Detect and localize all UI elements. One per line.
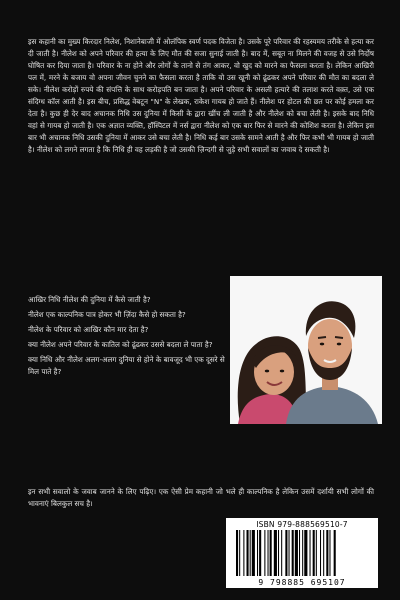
question-item: आखिर निधि नीलेश की दुनिया में कैसे जाती है? — [28, 295, 151, 304]
question-item: नीलेश एक काल्पनिक पात्र होकर भी ज़िंदा कैसे हो सकता है? — [28, 310, 186, 319]
barcode-icon — [234, 530, 370, 576]
question-item: नीलेश के परिवार को आखिर कौन मार देता है? — [28, 325, 149, 334]
synopsis-paragraph: इस कहानी का मुख्य किरदार निलेश, निशानेबाजी में ओलंपिक स्वर्ण पदक विजेता है। उसके पूरे परिवार की रहस्यमय तरीके से हत्या कर दी जाती है। नीलेश को अपने परिवार की हत्या के लिए मौत की सजा सुनाई जाती है। बाद में, सबूत ना मिलने की वजह से उसे निर्दोष घोषित कर दिया जाता है। परिवार के ना होने और लोगों के तानो से तंग आकर, वो खुद को मारने का फैसला करता है। लेकिन आखिरी पल में, मरने के बजाय वो अपना जीवन चुनने का फैसला करता है ताकि वो उस खूनी को ढूंढकर अपने परिवार की मौत का बदला ले सके। नीलेश करोड़ों रुपये की संपत्ति के साथ करोड़पति बन जाता है। अपने परिवार के असली हत्यारे की तलाश करते वक़्त, उसे एक संदिग्ध कॉल आती है। इस बीच, प्रसिद्ध वेबटून "N" के लेखक, राकेश गायब हो जाते हैं। नीलेश पर होटल की छत पर कोई हमला कर देता है। कुछ ही देर बाद अचानक निधि उस दुनिया में किसी के द्वारा खींच ली जाती है और नीलेश को बचा लेती है। इसके बाद निधि वहां से गायब हो जाती है। एक अज्ञात व्यक्ति, हॉस्पिटल में नर्स द्वारा नीलेश को एक बार फिर से मारने की कोशिश करता है। लेकिन इस बार भी अचानक निधि उसकी दुनिया में आकर उसे बचा लेती है। निधि कई बार उसके सामने आती है और फिर कभी भी गायब हो जाती है। नीलेश को लगने लगता है कि निधि ही वह लड़की है जो उसकी ज़िन्दगी से जुड़े सभी सवालों का जवाब दे सकती है। — [28, 37, 374, 154]
isbn-label: ISBN 979-888569510-7 — [256, 520, 348, 529]
couple-portrait-illustration — [230, 276, 382, 424]
isbn-digits: 9 798885 695107 — [258, 578, 346, 587]
question-item: क्या निधि और नीलेश अलग-अलग दुनिया से होने के बावजूद भी एक दूसरे से मिल पाते है? — [28, 355, 225, 376]
question-list — [28, 294, 238, 381]
question-item: क्या नीलेश अपने परिवार के कातिल को ढूंढकर उससे बदला ले पाता है? — [28, 340, 213, 349]
isbn-barcode-block — [226, 518, 378, 588]
closing-paragraph: इन सभी सवालो के जवाब जानने के लिए पढ़िए। एक ऐसी प्रेम कहानी जो भले ही काल्पनिक है लेकिन उसमें दर्शायी सभी लोगों की भावनाएं बिलकुल सच है। — [28, 487, 374, 508]
